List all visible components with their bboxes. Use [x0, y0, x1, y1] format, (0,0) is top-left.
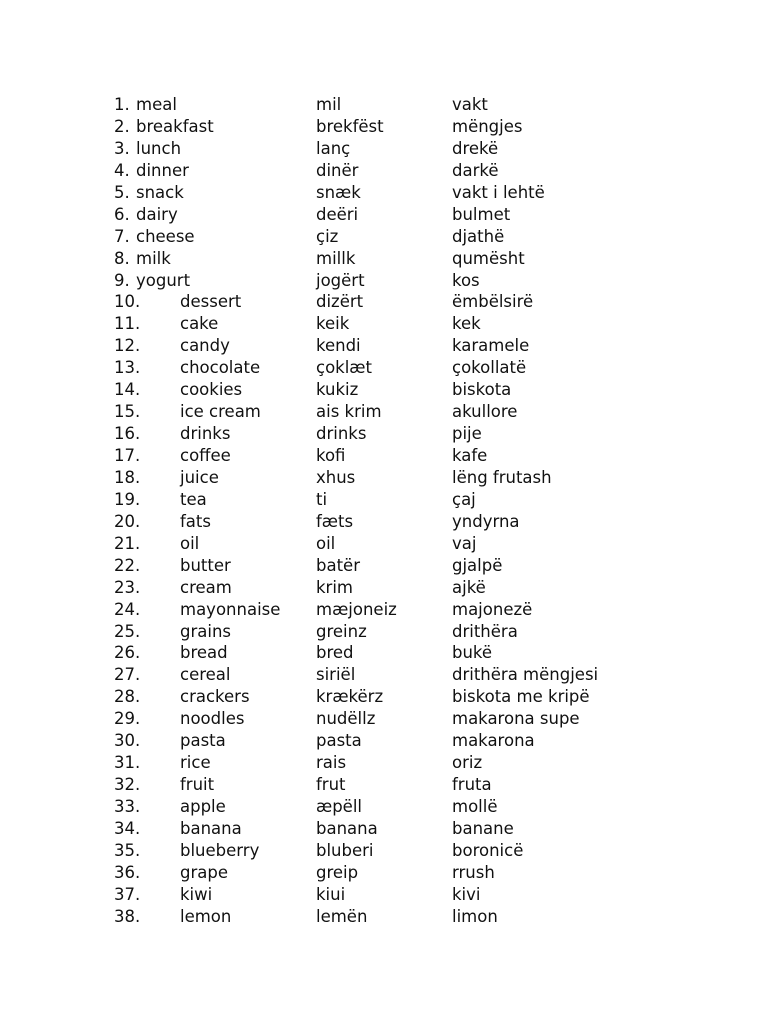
albanian-word: boronicë: [452, 840, 524, 860]
pronunciation: siriël: [316, 665, 356, 685]
pronunciation: ti: [316, 489, 328, 509]
pronunciation: keik: [316, 314, 350, 334]
vocab-entry: [114, 248, 634, 270]
vocab-entry: [114, 730, 634, 752]
pronunciation: çoklæt: [316, 358, 372, 378]
english-word: candy: [180, 336, 230, 356]
english-word: grains: [180, 621, 232, 641]
entry-number: 37.: [114, 884, 141, 904]
albanian-word: bukë: [452, 643, 493, 663]
english-word: cheese: [136, 226, 195, 246]
vocab-entry: [114, 423, 634, 445]
entry-number: 19.: [114, 489, 141, 509]
pronunciation: jogërt: [316, 270, 365, 290]
vocabulary-list: [114, 94, 634, 928]
english-word: butter: [180, 555, 231, 575]
entry-number: 38.: [114, 906, 141, 926]
vocab-entry: [114, 752, 634, 774]
entry-number: 17.: [114, 446, 141, 465]
pronunciation: mæjoneiz: [316, 599, 397, 619]
entry-number: 9.: [114, 270, 130, 290]
pronunciation: deëri: [316, 204, 359, 224]
albanian-word: biskota me kripë: [452, 687, 590, 707]
pronunciation: lemën: [316, 906, 368, 926]
vocab-entry: [114, 204, 634, 226]
entry-number: 34.: [114, 818, 141, 838]
pronunciation: batër: [316, 555, 360, 575]
entry-number: 6.: [114, 204, 130, 224]
albanian-word: çokollatë: [452, 358, 527, 378]
pronunciation: æpëll: [316, 797, 362, 816]
vocab-entry: [114, 818, 634, 840]
pronunciation: lanç: [316, 138, 351, 158]
entry-number: 5.: [114, 182, 130, 202]
english-word: tea: [180, 489, 207, 509]
english-word: pasta: [180, 731, 226, 751]
albanian-word: gjalpë: [452, 555, 503, 575]
english-word: oil: [180, 533, 200, 553]
albanian-word: mëngjes: [452, 116, 523, 136]
entry-number: 8.: [114, 248, 130, 268]
vocab-entry: [114, 445, 634, 467]
pronunciation: rais: [316, 753, 347, 773]
english-word: cookies: [180, 380, 243, 400]
entry-number: 27.: [114, 665, 141, 685]
pronunciation: xhus: [316, 467, 356, 487]
english-word: apple: [180, 797, 226, 816]
pronunciation: millk: [316, 248, 356, 268]
albanian-word: makarona supe: [452, 709, 580, 729]
albanian-word: lëng frutash: [452, 467, 552, 487]
pronunciation: kukiz: [316, 380, 359, 400]
pronunciation: banana: [316, 818, 378, 838]
vocab-entry: [114, 642, 634, 664]
entry-number: 22.: [114, 555, 141, 575]
albanian-word: biskota: [452, 380, 512, 400]
pronunciation: çiz: [316, 226, 339, 246]
pronunciation: mil: [316, 95, 342, 114]
vocab-entry: [114, 555, 634, 577]
entry-number: 1.: [114, 95, 130, 114]
english-word: fats: [180, 511, 211, 531]
english-word: banana: [180, 818, 242, 838]
english-word: yogurt: [136, 270, 191, 290]
vocab-entry: [114, 577, 634, 599]
entry-number: 31.: [114, 753, 141, 773]
albanian-word: vaj: [452, 533, 477, 553]
pronunciation: nudëllz: [316, 709, 376, 729]
vocab-entry: [114, 357, 634, 379]
vocab-entry: [114, 335, 634, 357]
english-word: noodles: [180, 709, 245, 729]
vocab-entry: [114, 533, 634, 555]
vocab-entry: [114, 708, 634, 730]
albanian-word: kivi: [452, 884, 481, 904]
vocab-entry: [114, 401, 634, 423]
vocab-entry: [114, 226, 634, 248]
english-word: milk: [136, 248, 171, 268]
albanian-word: kos: [452, 270, 480, 290]
albanian-word: vakt i lehtë: [452, 182, 545, 202]
pronunciation: drinks: [316, 424, 367, 444]
entry-number: 10.: [114, 292, 141, 312]
english-word: juice: [180, 467, 219, 487]
vocab-entry: [114, 906, 634, 928]
english-word: dairy: [136, 204, 178, 224]
albanian-word: majonezë: [452, 599, 533, 619]
english-word: grape: [180, 862, 228, 882]
english-word: kiwi: [180, 884, 213, 904]
english-word: dessert: [180, 292, 242, 312]
entry-number: 4.: [114, 160, 130, 180]
vocab-entry: [114, 774, 634, 796]
entry-number: 23.: [114, 577, 141, 597]
entry-number: 2.: [114, 116, 130, 136]
albanian-word: mollë: [452, 797, 498, 816]
albanian-word: drithëra mëngjesi: [452, 665, 599, 685]
vocab-entry: [114, 621, 634, 643]
english-word: mayonnaise: [180, 599, 281, 619]
vocab-entry: [114, 884, 634, 906]
albanian-word: limon: [452, 906, 498, 926]
pronunciation: pasta: [316, 731, 362, 751]
english-word: blueberry: [180, 840, 260, 860]
entry-number: 20.: [114, 511, 141, 531]
entry-number: 16.: [114, 424, 141, 444]
albanian-word: drekë: [452, 138, 499, 158]
albanian-word: kafe: [452, 446, 488, 465]
pronunciation: brekfëst: [316, 116, 384, 136]
english-word: lemon: [180, 906, 232, 926]
entry-number: 35.: [114, 840, 141, 860]
vocab-entry: [114, 270, 634, 292]
entry-number: 11.: [114, 314, 141, 334]
entry-number: 32.: [114, 775, 141, 795]
english-word: drinks: [180, 424, 231, 444]
pronunciation: oil: [316, 533, 336, 553]
pronunciation: ais krim: [316, 402, 382, 422]
english-word: snack: [136, 182, 184, 202]
vocab-entry: [114, 796, 634, 818]
pronunciation: greip: [316, 862, 359, 882]
pronunciation: krækërz: [316, 687, 384, 707]
vocab-entry: [114, 138, 634, 160]
pronunciation: bluberi: [316, 840, 374, 860]
english-word: breakfast: [136, 116, 214, 136]
english-word: fruit: [180, 775, 215, 795]
english-word: cake: [180, 314, 219, 334]
english-word: coffee: [180, 446, 231, 465]
vocab-entry: [114, 862, 634, 884]
albanian-word: ajkë: [452, 577, 486, 597]
vocab-entry: [114, 379, 634, 401]
vocab-entry: [114, 182, 634, 204]
pronunciation: fæts: [316, 511, 354, 531]
english-word: dinner: [136, 160, 189, 180]
vocab-entry: [114, 116, 634, 138]
pronunciation: kofi: [316, 446, 346, 465]
entry-number: 36.: [114, 862, 141, 882]
vocab-entry: [114, 664, 634, 686]
pronunciation: frut: [316, 775, 346, 795]
entry-number: 15.: [114, 402, 141, 422]
vocab-entry: [114, 291, 634, 313]
entry-number: 21.: [114, 533, 141, 553]
entry-number: 29.: [114, 709, 141, 729]
albanian-word: oriz: [452, 753, 483, 773]
english-word: chocolate: [180, 358, 261, 378]
entry-number: 33.: [114, 797, 141, 816]
english-word: cereal: [180, 665, 231, 685]
albanian-word: akullore: [452, 402, 518, 422]
entry-number: 24.: [114, 599, 141, 619]
albanian-word: makarona: [452, 731, 535, 751]
pronunciation: greinz: [316, 621, 367, 641]
vocab-entry: [114, 840, 634, 862]
pronunciation: snæk: [316, 182, 361, 202]
entry-number: 12.: [114, 336, 141, 356]
albanian-word: ëmbëlsirë: [452, 292, 534, 312]
albanian-word: yndyrna: [452, 511, 520, 531]
albanian-word: bulmet: [452, 204, 511, 224]
entry-number: 26.: [114, 643, 141, 663]
entry-number: 3.: [114, 138, 130, 158]
entry-number: 18.: [114, 467, 141, 487]
entry-number: 7.: [114, 226, 130, 246]
albanian-word: pije: [452, 424, 482, 444]
albanian-word: djathë: [452, 226, 505, 246]
albanian-word: banane: [452, 818, 514, 838]
vocab-entry: [114, 511, 634, 533]
entry-number: 13.: [114, 358, 141, 378]
pronunciation: kendi: [316, 336, 361, 356]
pronunciation: kiui: [316, 884, 346, 904]
vocab-entry: [114, 489, 634, 511]
english-word: rice: [180, 753, 211, 773]
albanian-word: drithëra: [452, 621, 518, 641]
vocab-entry: [114, 467, 634, 489]
albanian-word: rrush: [452, 862, 495, 882]
entry-number: 25.: [114, 621, 141, 641]
english-word: meal: [136, 95, 177, 114]
english-word: cream: [180, 577, 232, 597]
vocab-entry: [114, 160, 634, 182]
albanian-word: qumësht: [452, 248, 525, 268]
albanian-word: kek: [452, 314, 481, 334]
entry-number: 14.: [114, 380, 141, 400]
albanian-word: çaj: [452, 489, 476, 509]
vocab-entry: [114, 313, 634, 335]
pronunciation: dizërt: [316, 292, 364, 312]
pronunciation: bred: [316, 643, 354, 663]
albanian-word: fruta: [452, 775, 492, 795]
english-word: bread: [180, 643, 228, 663]
entry-number: 28.: [114, 687, 141, 707]
pronunciation: krim: [316, 577, 353, 597]
english-word: lunch: [136, 138, 182, 158]
vocab-entry: [114, 599, 634, 621]
english-word: crackers: [180, 687, 250, 707]
vocab-entry: [114, 94, 634, 116]
albanian-word: darkë: [452, 160, 499, 180]
albanian-word: karamele: [452, 336, 530, 356]
vocab-entry: [114, 686, 634, 708]
pronunciation: dinër: [316, 160, 359, 180]
albanian-word: vakt: [452, 95, 488, 114]
entry-number: 30.: [114, 731, 141, 751]
english-word: ice cream: [180, 402, 261, 422]
